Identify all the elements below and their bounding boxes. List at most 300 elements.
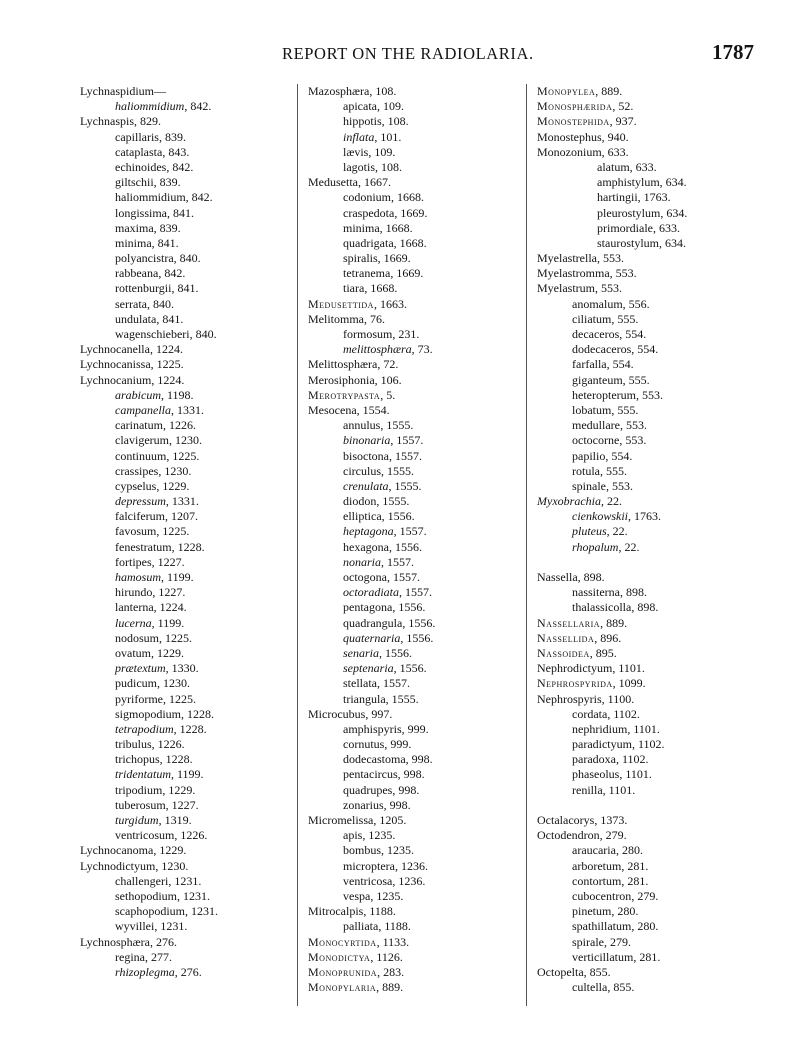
entry-term: bombus (343, 843, 382, 858)
index-entry (80, 221, 290, 236)
entry-term: cubocentron (572, 888, 632, 903)
index-entry (537, 600, 757, 615)
entry-term: nephridium (572, 721, 628, 736)
index-entry (537, 950, 757, 965)
entry-page-ref: 1226. (180, 828, 208, 843)
entry-term: Myelastromma (537, 266, 610, 281)
entry-page-ref: 1188. (369, 904, 396, 919)
index-entry (308, 752, 523, 767)
index-entry (308, 266, 523, 281)
entry-term: annulus (343, 418, 381, 433)
index-column-2 (308, 84, 523, 995)
index-entry (80, 479, 290, 494)
column-rule-left (297, 84, 298, 1006)
entry-separator: , (149, 342, 156, 357)
index-entry (308, 130, 523, 145)
entry-term: quadrupes (343, 782, 393, 797)
index-entry (308, 555, 523, 570)
entry-separator: , (631, 600, 638, 615)
entry-term: Lychnodictyum (80, 858, 156, 873)
entry-separator: , (400, 630, 407, 645)
entry-page-ref: 553. (641, 387, 663, 402)
entry-term: palliata (343, 919, 379, 934)
entry-term: hartingii (597, 190, 638, 205)
entry-term: Mesocena (308, 402, 357, 417)
index-entry (537, 585, 757, 600)
entry-term: Lychnaspis (80, 114, 134, 129)
index-entry (537, 874, 757, 889)
entry-separator: , (606, 357, 613, 372)
entry-separator: , (166, 448, 173, 463)
index-entry (537, 464, 757, 479)
index-entry (537, 266, 757, 281)
entry-page-ref: 106. (380, 372, 402, 387)
entry-term: Microcubus (308, 706, 366, 721)
entry-separator: , (368, 144, 375, 159)
entry-separator: , (385, 691, 392, 706)
entry-term: pyriforme (115, 691, 163, 706)
entry-term: decaceros (572, 327, 620, 341)
entry-term: paradoxa (572, 752, 616, 767)
index-entry (537, 783, 757, 798)
entry-term: tuberosum (115, 797, 166, 812)
entry-separator: , (153, 175, 160, 190)
entry-separator: , (604, 934, 610, 949)
index-entry (308, 175, 523, 190)
entry-page-ref: 940. (607, 129, 629, 144)
index-entry (537, 707, 757, 722)
entry-page-ref: 108. (381, 159, 402, 174)
entry-page-ref: 1101. (618, 661, 645, 676)
entry-term: Myelastrella (537, 251, 597, 266)
entry-term: pluteus (572, 524, 607, 539)
entry-page-ref: 554. (612, 357, 634, 372)
index-entry (537, 752, 757, 767)
entry-separator: , (615, 843, 622, 858)
entry-separator: , (393, 235, 400, 250)
entry-separator: , (162, 691, 169, 706)
entry-term: Monodictya (308, 949, 371, 964)
index-entry (537, 236, 757, 251)
entry-gap (537, 555, 757, 570)
index-entry (537, 84, 757, 99)
entry-term: Monopylea (537, 84, 596, 98)
entry-term: Octodendron (537, 828, 600, 843)
entry-separator: , (165, 494, 172, 509)
entry-page-ref: 889. (382, 980, 404, 995)
entry-separator: , (185, 904, 191, 919)
index-entry (308, 114, 523, 129)
entry-term: regina (115, 949, 145, 964)
entry-separator: , (606, 478, 612, 493)
index-entry (308, 631, 523, 646)
entry-page-ref: 1199. (157, 615, 185, 630)
entry-page-ref: 843. (168, 144, 190, 159)
entry-term: cornutus (343, 737, 385, 752)
index-entry (537, 312, 757, 327)
entry-term: Merotrypasta (308, 387, 381, 402)
entry-separator: , (381, 509, 388, 524)
index-entry (80, 889, 290, 904)
entry-page-ref: 1229. (159, 843, 187, 858)
entry-page-ref: 1557. (387, 554, 415, 569)
index-entry (537, 676, 757, 691)
entry-separator: , (619, 585, 626, 600)
entry-term: cienkowskii (572, 509, 628, 524)
index-entry (308, 980, 523, 995)
index-entry (537, 919, 757, 934)
entry-page-ref: 109. (374, 144, 396, 159)
entry-page-ref: 1126. (376, 949, 403, 964)
index-entry (537, 813, 757, 828)
entry-separator: , (622, 372, 629, 387)
entry-term: Octopelta (537, 964, 584, 979)
entry-separator: , (369, 84, 376, 98)
index-entry (537, 357, 757, 372)
index-entry (80, 190, 290, 205)
entry-separator: , (600, 494, 607, 509)
entry-page-ref: 1224. (155, 342, 183, 357)
index-entry (537, 327, 757, 342)
entry-separator: , (394, 858, 401, 873)
entry-page-ref: 1228. (177, 539, 205, 554)
entry-term: pentacircus (343, 767, 398, 782)
index-entry (80, 114, 290, 129)
index-entry (80, 373, 290, 388)
entry-term: craspedota (343, 205, 395, 220)
entry-separator: , (177, 888, 183, 903)
entry-page-ref: 1100. (607, 691, 635, 706)
index-entry (537, 570, 757, 585)
entry-term: Mazosphæra (308, 84, 370, 98)
index-entry (308, 464, 523, 479)
entry-separator: , (151, 372, 158, 387)
entry-term: alatum (597, 159, 630, 174)
entry-page-ref: 839. (164, 129, 186, 144)
entry-page-ref: 999. (390, 737, 412, 752)
index-entry (308, 373, 523, 388)
entry-separator: , (393, 524, 400, 539)
entry-separator: , (173, 721, 180, 736)
entry-term: elliptica (343, 509, 382, 524)
entry-term: tiara (343, 281, 365, 296)
entry-term: sigmopodium (115, 706, 182, 721)
entry-separator: , (619, 433, 626, 448)
entry-page-ref: 281. (639, 949, 661, 964)
index-entry (308, 646, 523, 661)
index-entry (80, 570, 290, 585)
index-entry (80, 661, 290, 676)
entry-term: formosum (343, 327, 393, 341)
entry-separator: , (601, 129, 608, 144)
index-entry (80, 403, 290, 418)
entry-page-ref: 1668. (399, 235, 427, 250)
entry-term: Monozonium (537, 144, 602, 159)
entry-separator: , (376, 676, 383, 691)
entry-page-ref: 855. (613, 980, 635, 995)
entry-term: zonarius (343, 797, 384, 812)
index-entry (308, 859, 523, 874)
entry-page-ref: 889. (606, 615, 628, 630)
entry-page-ref: 1102. (637, 737, 665, 752)
entry-term: diodon (343, 494, 377, 509)
entry-page-ref: 1555. (394, 478, 422, 493)
index-entry (80, 752, 290, 767)
index-entry (308, 99, 523, 114)
entry-term: Octalacorys (537, 813, 595, 827)
entry-page-ref: 22. (612, 524, 628, 539)
index-entry (308, 783, 523, 798)
entry-page-ref: 109. (382, 99, 404, 114)
entry-page-ref: 898. (625, 585, 647, 600)
entry-page-ref: 898. (583, 570, 605, 584)
entry-page-ref: 280. (637, 919, 659, 934)
entry-separator: , (637, 190, 644, 205)
entry-page-ref: 937. (615, 114, 637, 129)
entry-page-ref: 842. (172, 159, 194, 174)
entry-separator: , (166, 159, 173, 174)
entry-term: phaseolus (572, 767, 620, 782)
entry-page-ref: 1554. (362, 402, 390, 417)
entry-page-ref: 1231. (174, 873, 202, 888)
index-entry (308, 919, 523, 934)
entry-page-ref: 22. (606, 494, 622, 509)
index-entry (80, 950, 290, 965)
entry-page-ref: 1668. (385, 220, 413, 235)
entry-separator: , (397, 767, 404, 782)
entry-page-ref: 1133. (382, 934, 410, 949)
index-entry (537, 540, 757, 555)
entry-separator: , (611, 402, 618, 417)
entry-term: Nassellaria (537, 615, 601, 630)
entry-term: circulus (343, 463, 381, 478)
index-entry (80, 585, 290, 600)
entry-separator: , (373, 296, 380, 311)
entry-page-ref: 1663. (379, 296, 407, 311)
entry-page-ref: 554. (637, 342, 659, 357)
entry-separator: , (391, 190, 397, 205)
entry-page-ref: 998. (389, 797, 411, 812)
entry-separator: , (173, 251, 180, 266)
entry-separator: , (594, 630, 601, 645)
entry-separator: , (364, 281, 371, 296)
entry-page-ref: 1207. (170, 509, 198, 524)
entry-separator: , (158, 129, 165, 144)
entry-term: thalassicolla (572, 600, 632, 615)
entry-term: renilla (572, 782, 603, 797)
index-entry (308, 221, 523, 236)
entry-page-ref: 898. (637, 600, 659, 615)
entry-separator: , (171, 767, 177, 782)
index-entry (537, 767, 757, 782)
entry-term: pentagona (343, 600, 393, 615)
index-entry (537, 889, 757, 904)
entry-separator: , (377, 357, 384, 372)
entry-separator: , (164, 509, 171, 524)
index-entry (80, 388, 290, 403)
index-entry (80, 130, 290, 145)
index-entry (80, 555, 290, 570)
entry-separator: , (370, 949, 377, 964)
entry-separator: , (144, 949, 151, 964)
entry-page-ref: 554. (611, 448, 633, 463)
entry-term: staurostylum (597, 235, 659, 250)
entry-separator: , (659, 235, 665, 250)
entry-page-ref: 895. (595, 645, 617, 660)
entry-page-ref: 1373. (600, 813, 628, 827)
entry-term: melittosphæra (343, 342, 412, 357)
index-entry (80, 494, 290, 509)
entry-separator: , (377, 964, 384, 979)
entry-term: nassiterna (572, 585, 620, 600)
entry-separator: , (376, 99, 383, 114)
index-entry (80, 859, 290, 874)
entry-page-ref: 1198. (167, 387, 194, 402)
index-entry (80, 646, 290, 661)
entry-separator: , (374, 129, 381, 144)
entry-term: ovatum (115, 645, 151, 660)
entry-separator: , (387, 570, 393, 584)
entry-page-ref: 1231. (191, 904, 218, 919)
index-entry (537, 524, 757, 539)
entry-term: rhopalum (572, 539, 619, 554)
entry-separator: , (362, 828, 369, 843)
index-entry (308, 707, 523, 722)
entry-term: octocorne (572, 433, 620, 448)
index-entry (80, 236, 290, 251)
index-entry (80, 509, 290, 524)
entry-separator: , (621, 873, 628, 888)
index-entry (80, 616, 290, 631)
entry-term: Merosiphonia (308, 372, 375, 387)
entry-page-ref: 1227. (158, 585, 186, 600)
index-entry (537, 342, 757, 357)
entry-page-ref: 1763. (633, 509, 661, 524)
entry-term: minima (343, 220, 380, 235)
entry-term: fenestratum (115, 539, 172, 554)
entry-separator: , (189, 327, 196, 341)
entry-page-ref: 108. (375, 84, 397, 98)
entry-page-ref: 1227. (171, 797, 199, 812)
entry-separator: , (171, 402, 177, 417)
entry-page-ref: 998. (398, 782, 420, 797)
entry-page-ref: 1188. (384, 919, 411, 934)
entry-separator: , (380, 418, 387, 433)
entry-page-ref: 1331. (177, 402, 204, 417)
index-entry (80, 813, 290, 828)
entry-term: quadrigata (343, 235, 394, 250)
entry-term: ciliatum (572, 311, 612, 326)
entry-term: continuum (115, 448, 167, 463)
entry-term: Monostephus (537, 129, 602, 144)
entry-separator: , (383, 797, 390, 812)
entry-separator: , (596, 251, 603, 266)
entry-page-ref: 1557. (382, 676, 410, 691)
entry-term: polyancistra (115, 251, 174, 266)
entry-term: Melitomma (308, 311, 364, 326)
entry-term: favosum (115, 524, 157, 539)
entry-separator: , (155, 858, 162, 873)
entry-page-ref: 1229. (162, 478, 190, 493)
entry-term: clavigerum (115, 433, 169, 448)
entry-term: hamosum (115, 570, 162, 584)
entry-page-ref: 76. (370, 311, 385, 326)
index-entry (80, 798, 290, 813)
entry-page-ref: 1230. (161, 858, 189, 873)
entry-separator: , (165, 661, 172, 676)
entry-page-ref: 1231. (183, 888, 210, 903)
entry-separator: , (619, 327, 626, 341)
index-entry (80, 540, 290, 555)
index-entry (80, 175, 290, 190)
entry-term: wagenschieberi (115, 327, 190, 341)
entry-term: spirale (572, 934, 604, 949)
entry-page-ref: 1229. (157, 645, 184, 660)
entry-separator: , (134, 114, 140, 129)
entry-page-ref: 633. (607, 144, 629, 159)
index-entry (80, 965, 290, 980)
entry-separator: , (618, 539, 625, 554)
entry-term: capillaris (115, 129, 159, 144)
entry-page-ref: 553. (601, 281, 622, 296)
entry-separator: , (152, 585, 159, 600)
index-entry (308, 145, 523, 160)
entry-page-ref: 101. (380, 129, 402, 144)
entry-page-ref: 1557. (395, 448, 422, 463)
index-entry (537, 646, 757, 661)
entry-page-ref: 283. (383, 964, 405, 979)
entry-separator: , (659, 175, 666, 190)
entry-page-ref: 1556. (406, 630, 434, 645)
entry-separator: , (153, 843, 160, 858)
entry-separator: , (607, 980, 614, 995)
index-entry (308, 616, 523, 631)
entry-term: Nassellida (537, 630, 595, 645)
index-entry (537, 373, 757, 388)
entry-page-ref: 1669. (400, 205, 428, 220)
entry-page-ref: 1199. (167, 570, 194, 584)
index-entry (308, 297, 523, 312)
entry-separator: , (627, 721, 634, 736)
entry-term: wyvillei (115, 919, 155, 934)
entry-term: Myelastrum (537, 281, 595, 296)
entry-separator: , (150, 357, 157, 372)
entry-separator: , (609, 266, 616, 281)
index-entry (80, 737, 290, 752)
entry-separator: , (611, 311, 618, 326)
entry-page-ref: 1556. (408, 615, 436, 630)
entry-term: Micromelissa (308, 813, 374, 827)
entry-separator: , (174, 964, 181, 979)
index-entry (308, 388, 523, 403)
entry-page-ref: 1229. (168, 782, 196, 797)
entry-term: Monopylaria (308, 980, 377, 995)
entry-term: hexagona (343, 539, 389, 554)
index-entry (537, 859, 757, 874)
entry-term: ventricosum (115, 828, 175, 843)
index-entry (308, 84, 523, 99)
entry-term: haliommidium (115, 99, 185, 114)
entry-page-ref: 1228. (165, 752, 193, 767)
entry-separator: , (394, 205, 401, 220)
entry-page-ref: 1236. (398, 873, 426, 888)
index-entry (308, 722, 523, 737)
page-number: 1787 (712, 40, 754, 64)
index-entry (80, 904, 290, 919)
entry-separator: , (156, 524, 163, 539)
entry-term: anomalum (572, 296, 623, 311)
entry-separator: , (376, 494, 383, 509)
